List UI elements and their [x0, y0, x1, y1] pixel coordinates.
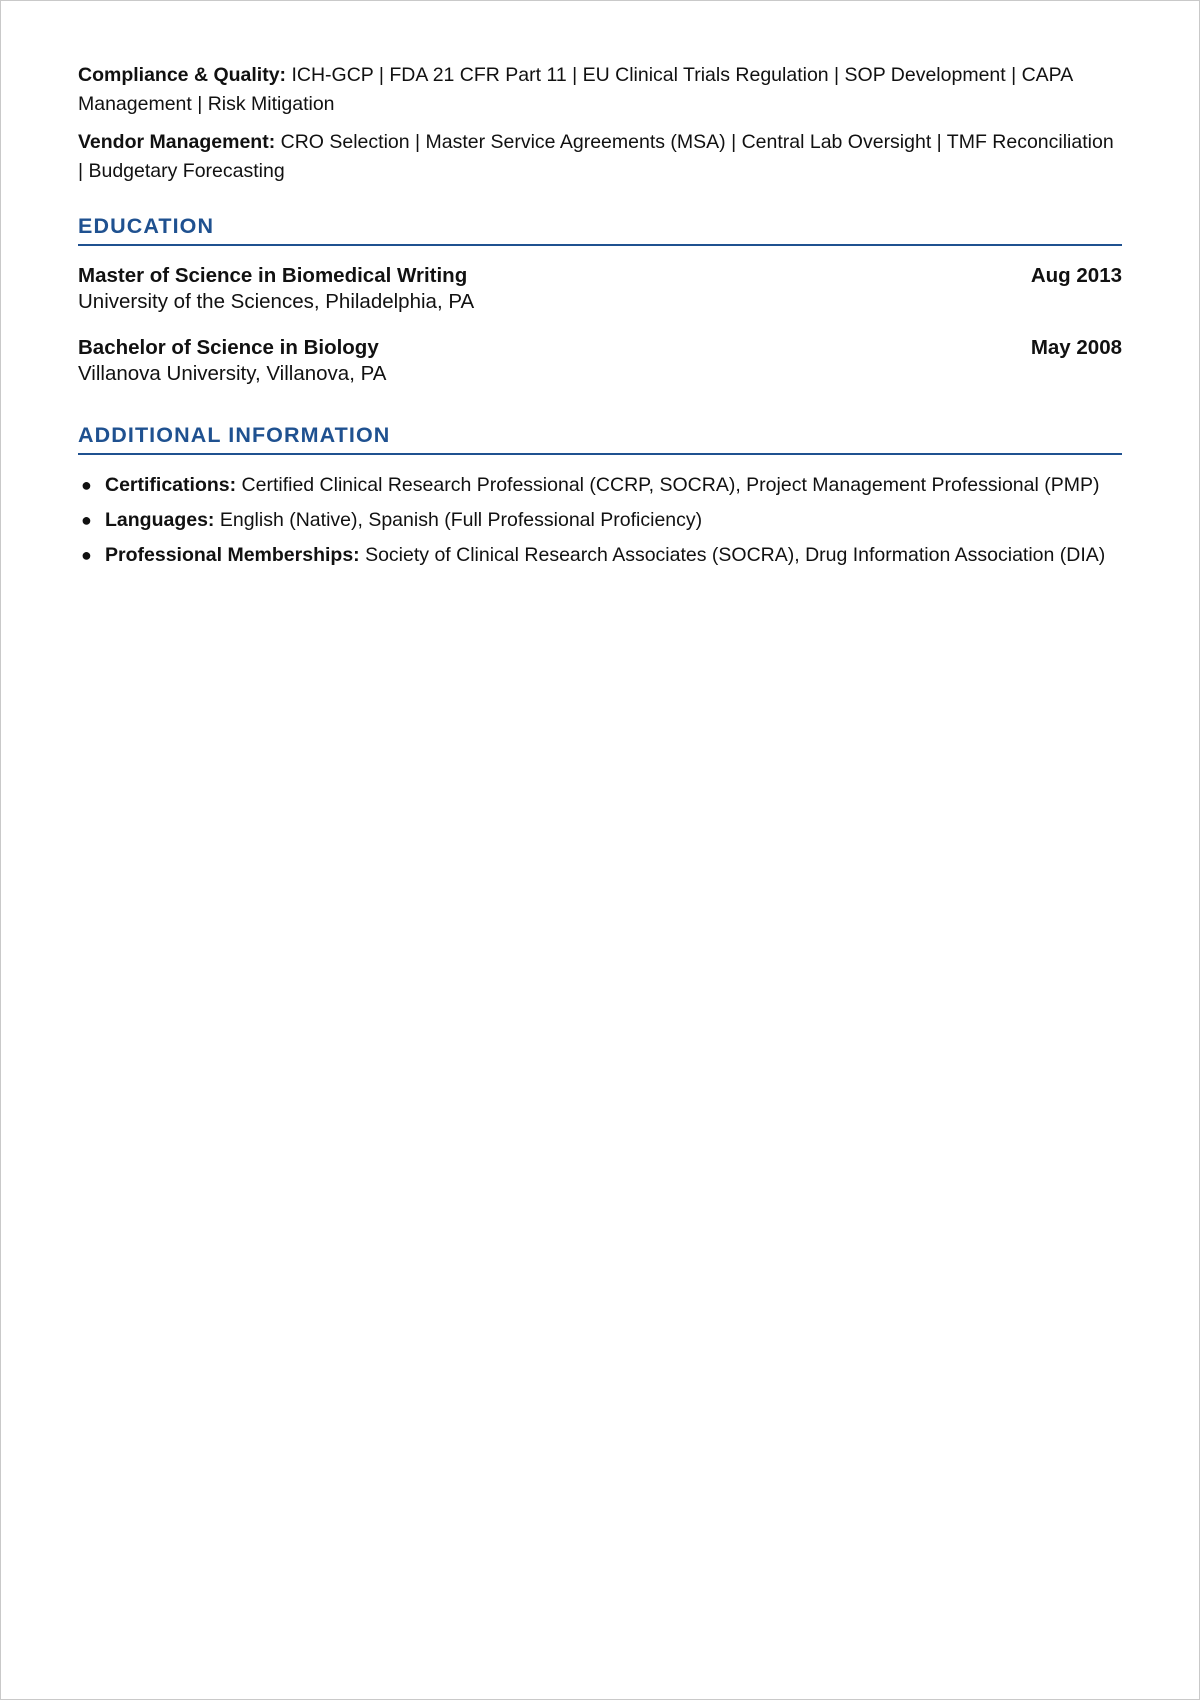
info-label: Languages: [105, 509, 215, 531]
skill-label: Compliance & Quality: [78, 64, 287, 86]
degree-date: May 2008 [1030, 336, 1122, 359]
education-entry [78, 263, 1122, 315]
school-name: Villanova University, Villanova, PA [78, 362, 387, 385]
info-text: English (Native), Spanish (Full Professional Proficiency) [219, 509, 703, 531]
education-entry-header [78, 263, 1122, 289]
info-label: Professional Memberships: [105, 544, 360, 566]
education-section [78, 214, 1122, 387]
education-entry [78, 335, 1122, 387]
skill-label: Vendor Management: [78, 131, 276, 153]
additional-information-section [78, 423, 1122, 568]
skill-text: CRO Selection | Master Service Agreements (MSA) | Central Lab Oversight | TMF Reconciliation | Budgetary Forecasting [78, 131, 1114, 182]
degree-title: Bachelor of Science in Biology [78, 336, 379, 359]
additional-info-list [78, 472, 1122, 568]
skill-text: ICH-GCP | FDA 21 CFR Part 11 | EU Clinical Trials Regulation | SOP Development | CAPA Management | Risk Mitigation [78, 64, 1073, 115]
list-item-languages [78, 507, 1122, 533]
bullet-icon: ● [81, 545, 92, 565]
school-name: University of the Sciences, Philadelphia, PA [78, 290, 475, 313]
info-text: Certified Clinical Research Professional (CCRP, SOCRA), Project Management Professional (PMP) [241, 474, 1100, 496]
bullet-icon: ● [81, 475, 92, 495]
list-item-memberships [78, 542, 1122, 568]
resume-content [78, 61, 1122, 577]
info-label: Certifications: [105, 474, 237, 496]
skill-line-compliance [78, 61, 1122, 119]
skill-line-vendor [78, 128, 1122, 186]
list-item-certifications [78, 472, 1122, 498]
skills-section [78, 61, 1122, 186]
bullet-icon: ● [81, 510, 92, 530]
degree-date: Aug 2013 [1030, 264, 1122, 287]
section-heading-additional: ADDITIONAL INFORMATION [78, 423, 1122, 455]
section-heading-education: EDUCATION [78, 214, 1122, 246]
info-text: Society of Clinical Research Associates (SOCRA), Drug Information Association (DIA) [365, 544, 1106, 566]
education-entry-header [78, 335, 1122, 361]
degree-title: Master of Science in Biomedical Writing [78, 264, 468, 287]
